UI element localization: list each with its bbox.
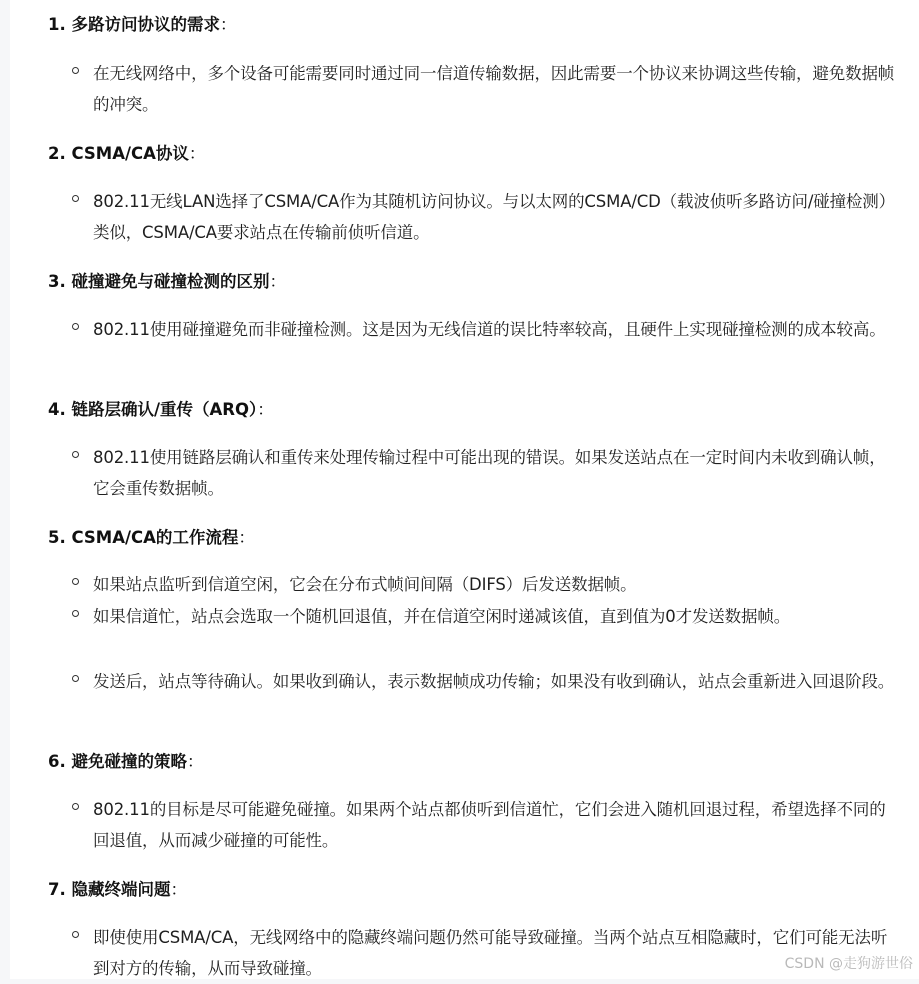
hollow-bullet-icon <box>72 67 79 74</box>
list-item-text: 发送后，站点等待确认。如果收到确认，表示数据帧成功传输；如果没有收到确认，站点会重新进入回退阶段。 <box>93 672 895 691</box>
section-7-heading <box>48 879 187 901</box>
csdn-watermark: CSDN @走狗游世俗 <box>784 956 913 972</box>
list-item <box>68 601 898 632</box>
section-colon: ： <box>187 752 204 771</box>
section-colon: ： <box>269 272 286 291</box>
section-colon: ： <box>220 15 237 34</box>
list-item-text: 802.11使用碰撞避免而非碰撞检测。这是因为无线信道的误比特率较高，且硬件上实现碰撞检测的成本较高。 <box>93 320 886 339</box>
document-page <box>10 0 919 979</box>
section-title: 避免碰撞的策略 <box>71 752 187 771</box>
list-item-text: 802.11无线LAN选择了CSMA/CA作为其随机访问协议。与以太网的CSMA/CD（载波侦听多路访问/碰撞检测）类似，CSMA/CA要求站点在传输前侦听信道。 <box>93 192 895 242</box>
list-item-text: 802.11使用链路层确认和重传来处理传输过程中可能出现的错误。如果发送站点在一定时间内未收到确认帧，它会重传数据帧。 <box>93 448 886 498</box>
hollow-bullet-icon <box>72 610 79 617</box>
hollow-bullet-icon <box>72 451 79 458</box>
hollow-bullet-icon <box>72 323 79 330</box>
section-1-heading <box>48 14 237 36</box>
list-item <box>68 186 898 248</box>
section-5-heading <box>48 527 255 549</box>
list-item-text: 如果信道忙，站点会选取一个随机回退值，并在信道空闲时递减该值，直到值为0才发送数据帧。 <box>93 607 791 626</box>
section-number: 2. <box>48 144 66 163</box>
hollow-bullet-icon <box>72 803 79 810</box>
list-item <box>68 922 898 984</box>
section-colon: ： <box>170 880 187 899</box>
section-number: 6. <box>48 752 66 771</box>
list-item-text: 即使使用CSMA/CA，无线网络中的隐藏终端问题仍然可能导致碰撞。当两个站点互相隐藏时，它们可能无法听到对方的传输，从而导致碰撞。 <box>93 928 888 978</box>
hollow-bullet-icon <box>72 195 79 202</box>
list-item <box>68 666 898 697</box>
hollow-bullet-icon <box>72 578 79 585</box>
section-number: 3. <box>48 272 66 291</box>
section-title: 隐藏终端问题 <box>71 880 171 899</box>
section-4-heading <box>48 399 274 421</box>
list-item <box>68 58 898 120</box>
list-item <box>68 442 898 504</box>
section-number: 7. <box>48 880 66 899</box>
section-colon: ： <box>188 144 206 163</box>
hollow-bullet-icon <box>72 931 79 938</box>
section-6-heading <box>48 751 204 773</box>
section-3-heading <box>48 271 286 293</box>
section-title: 多路访问协议的需求 <box>71 15 220 34</box>
section-colon: ： <box>257 400 274 419</box>
section-number: 1. <box>48 15 66 34</box>
section-2-heading <box>48 143 205 165</box>
list-item <box>68 569 898 600</box>
list-item <box>68 314 898 345</box>
hollow-bullet-icon <box>72 675 79 682</box>
section-colon: ： <box>238 528 255 547</box>
list-item <box>68 794 898 856</box>
section-number: 5. <box>48 528 66 547</box>
section-title: CSMA/CA协议 <box>71 144 189 163</box>
list-item-text: 在无线网络中，多个设备可能需要同时通过同一信道传输数据，因此需要一个协议来协调这些传输，避免数据帧的冲突。 <box>93 64 895 114</box>
section-number: 4. <box>48 400 66 419</box>
section-title: CSMA/CA的工作流程 <box>71 528 239 547</box>
section-title: 碰撞避免与碰撞检测的区别 <box>71 272 270 291</box>
section-title: 链路层确认/重传（ARQ） <box>71 400 258 419</box>
list-item-text: 802.11的目标是尽可能避免碰撞。如果两个站点都侦听到信道忙，它们会进入随机回退过程，希望选择不同的回退值，从而减少碰撞的可能性。 <box>93 800 886 850</box>
list-item-text: 如果站点监听到信道空闲，它会在分布式帧间间隔（DIFS）后发送数据帧。 <box>93 575 637 594</box>
